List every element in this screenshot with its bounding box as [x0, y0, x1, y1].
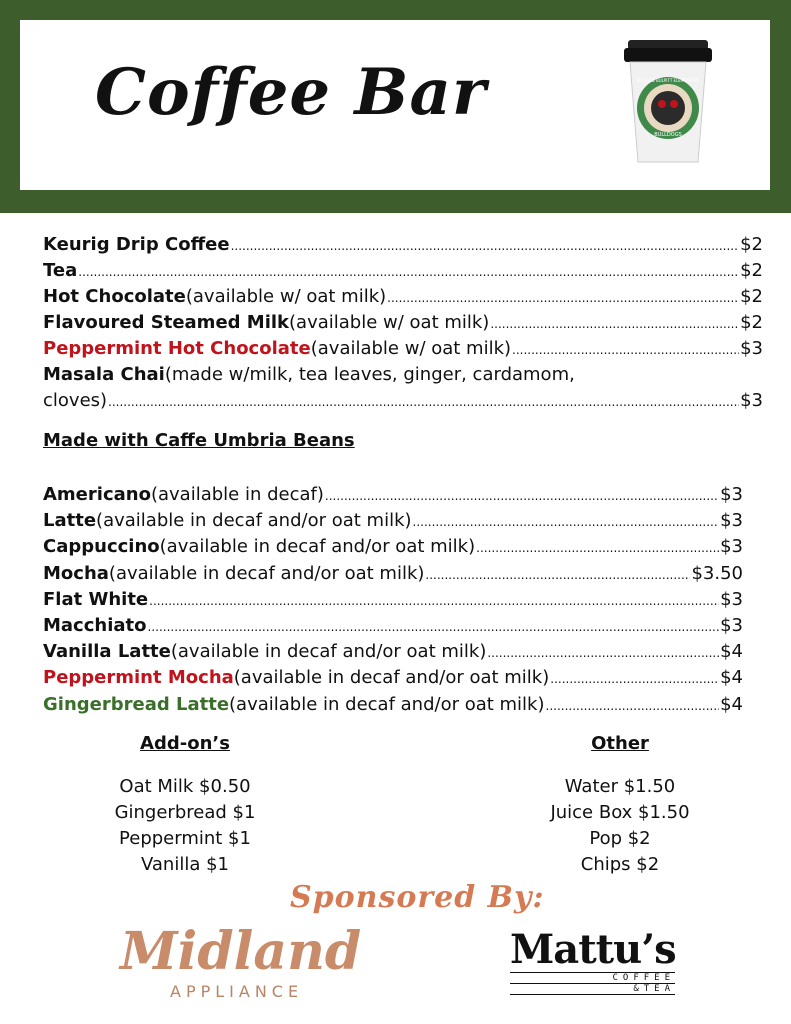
menu-item-price: $4 — [720, 667, 743, 689]
mattus-logo — [510, 928, 675, 995]
menu-item-name: Mocha — [43, 562, 109, 584]
leader-dots — [476, 534, 719, 561]
menu-item-price: $3.50 — [691, 562, 743, 584]
menu-item-desc: (available in decaf and/or oat milk) — [170, 641, 487, 663]
menu-item-price: $3 — [740, 338, 763, 359]
list-item: Pop $2 — [589, 828, 651, 849]
menu-item-desc: (available in decaf) — [150, 484, 324, 505]
menu-item — [43, 482, 743, 508]
menu-item-name: Flavoured Steamed Milk — [43, 312, 290, 333]
menu-item — [43, 232, 763, 258]
menu-item-desc: (available w/ oat milk) — [310, 338, 512, 359]
leader-dots — [325, 482, 719, 509]
leader-dots — [546, 692, 720, 719]
leader-dots — [149, 587, 719, 614]
menu-item-name: Macchiato — [43, 614, 147, 636]
menu-item — [43, 258, 763, 284]
leader-dots — [78, 258, 739, 285]
mattus-wordmark: Mattu’s — [510, 926, 676, 973]
menu-item-name: Vanilla Latte — [43, 641, 171, 663]
drinks-menu — [43, 232, 763, 414]
leader-dots — [512, 336, 739, 363]
menu-item — [43, 665, 743, 691]
menu-item-desc: (made w/milk, tea leaves, ginger, cardamom, — [164, 364, 575, 385]
leader-dots — [490, 310, 739, 337]
leader-dots — [425, 561, 690, 588]
leader-dots — [108, 388, 739, 415]
menu-item-name: Keurig Drip Coffee — [43, 234, 230, 255]
menu-item — [43, 534, 743, 560]
menu-item-name: Americano — [43, 484, 151, 505]
menu-item-name: Cappuccino — [43, 536, 160, 558]
menu-item — [43, 561, 743, 587]
menu-item — [43, 284, 763, 310]
list-item: Peppermint $1 — [119, 828, 251, 849]
menu-item-price: $3 — [740, 390, 763, 411]
leader-dots — [148, 613, 720, 640]
list-item: Water $1.50 — [564, 776, 676, 797]
menu-item-price: $2 — [740, 234, 763, 255]
coffee-cup-icon — [622, 38, 714, 166]
menu-item-name: Masala Chai — [43, 364, 165, 385]
list-item: Juice Box $1.50 — [550, 802, 690, 823]
page-title: Coffee Bar — [95, 55, 487, 130]
menu-item-name: Peppermint Mocha — [43, 667, 234, 689]
mattus-subtext-tea: &TEA — [510, 983, 675, 995]
leader-dots — [550, 665, 719, 692]
section-title: Made with Caffe Umbria Beans — [43, 430, 355, 451]
leader-dots — [387, 284, 739, 311]
menu-item-price: $2 — [740, 312, 763, 333]
leader-dots — [231, 232, 740, 259]
mattus-subtext-coffee: COFFEE — [510, 972, 675, 983]
menu-item-name: Peppermint Hot Chocolate — [43, 338, 311, 359]
cup-ring-text: RICHARD BULPITT ELEMENTARY — [636, 78, 700, 83]
menu-item-price: $4 — [720, 641, 743, 663]
addons-title: Add-on’s — [140, 733, 230, 754]
menu-item-price: $3 — [720, 588, 743, 610]
menu-item-desc: (available in decaf and/or oat milk) — [229, 693, 545, 715]
menu-item — [43, 336, 763, 362]
list-item: Oat Milk $0.50 — [119, 776, 251, 797]
leader-dots — [413, 508, 720, 535]
menu-item — [43, 310, 763, 336]
menu-item-desc: (available in decaf and/or oat milk) — [96, 510, 412, 532]
leader-dots — [487, 639, 719, 666]
menu-item — [43, 508, 743, 534]
midland-logo — [120, 922, 370, 1001]
menu-item-name: Tea — [43, 260, 78, 281]
menu-item-continued — [43, 388, 763, 414]
menu-item-name: Gingerbread Latte — [43, 693, 230, 715]
menu-item-desc: (available in decaf and/or oat milk) — [159, 536, 476, 558]
menu-item-price: $3 — [720, 510, 743, 532]
menu-item-price: $4 — [720, 693, 743, 715]
list-item: Gingerbread $1 — [114, 802, 256, 823]
other-list — [520, 733, 720, 878]
midland-wordmark: Midland — [120, 921, 362, 982]
menu-item-price: $2 — [740, 286, 763, 307]
menu-item-price: $3 — [720, 614, 743, 636]
menu-item — [43, 639, 743, 665]
sponsored-heading: Sponsored By: — [290, 880, 545, 915]
menu-item-price: $3 — [720, 536, 743, 558]
cup-bottom-text: BULLDOGS — [654, 132, 682, 138]
menu-item — [43, 587, 743, 613]
menu-item-name: Hot Chocolate — [43, 286, 186, 307]
menu-item — [43, 613, 743, 639]
menu-item — [43, 362, 763, 388]
menu-item-desc: (available w/ oat milk) — [289, 312, 490, 333]
menu-item-desc: (available in decaf and/or oat milk) — [233, 667, 550, 689]
menu-item-desc: (available w/ oat milk) — [185, 286, 387, 307]
espresso-menu — [43, 482, 743, 718]
menu-item-desc: cloves) — [43, 390, 108, 411]
menu-item-price: $3 — [720, 484, 743, 505]
menu-item-name: Latte — [43, 510, 97, 532]
addons-list — [70, 733, 300, 878]
menu-item-name: Flat White — [43, 588, 149, 610]
menu-item — [43, 692, 743, 718]
other-title: Other — [591, 733, 649, 754]
list-item: Chips $2 — [580, 854, 660, 875]
list-item: Vanilla $1 — [140, 854, 229, 875]
menu-item-price: $2 — [740, 260, 763, 281]
midland-subtext: APPLIANCE — [170, 982, 304, 1001]
menu-item-desc: (available in decaf and/or oat milk) — [108, 562, 425, 584]
